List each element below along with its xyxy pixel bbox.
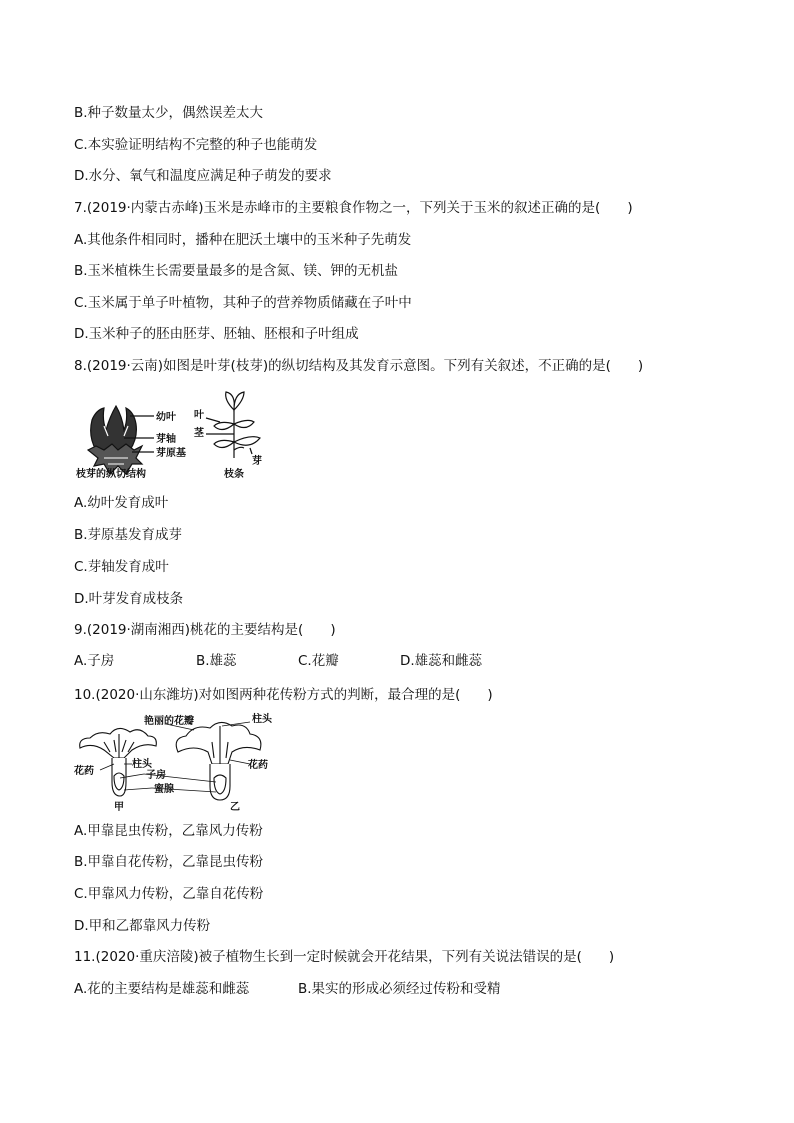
fig10-label-stigma-jia: 柱头 (132, 759, 152, 770)
q10-option-c: C.甲靠风力传粉，乙靠自花传粉 (74, 886, 264, 902)
q8-option-c: C.芽轴发育成叶 (74, 559, 169, 575)
bud-label-bud-axis: 芽轴 (156, 434, 176, 445)
q6-option-c: C.本实验证明结构不完整的种子也能萌发 (74, 137, 318, 153)
q9-option-b: B.雄蕊 (196, 653, 237, 669)
q11-option-a: A.花的主要结构是雄蕊和雌蕊 (74, 981, 250, 997)
q10-option-b: B.甲靠自花传粉，乙靠昆虫传粉 (74, 854, 264, 870)
fig10-label-showy-petal: 艳丽的花瓣 (144, 716, 194, 727)
fig10-label-stigma-yi: 柱头 (252, 714, 272, 725)
bud-section-drawing (88, 406, 154, 474)
q8-option-a: A.幼叶发育成叶 (74, 495, 169, 511)
branch-label-leaf: 叶 (194, 410, 204, 421)
q10-figure (74, 712, 314, 816)
q9-option-d: D.雄蕊和雌蕊 (400, 653, 483, 669)
bud-section-caption: 枝芽的纵切结构 (76, 469, 146, 480)
q10-option-d: D.甲和乙都靠风力传粉 (74, 918, 211, 934)
q9-option-a: A.子房 (74, 653, 115, 669)
fig10-label-nectary: 蜜腺 (154, 784, 174, 795)
q7-stem: 7.(2019·内蒙古赤峰)玉米是赤峰市的主要粮食作物之一，下列关于玉米的叙述正确的是( ) (74, 200, 633, 216)
branch-caption: 枝条 (224, 469, 244, 480)
q10-option-a: A.甲靠昆虫传粉，乙靠风力传粉 (74, 823, 263, 839)
q11-stem: 11.(2020·重庆涪陵)被子植物生长到一定时候就会开花结果，下列有关说法错误的是( ) (74, 949, 615, 965)
q8-option-b: B.芽原基发育成芽 (74, 527, 183, 543)
fig10-label-anther-yi: 花药 (248, 760, 268, 771)
fig10-caption-jia: 甲 (114, 802, 124, 813)
q8-stem: 8.(2019·云南)如图是叶芽(枝芽)的纵切结构及其发育示意图。下列有关叙述，不正确的是( ) (74, 358, 644, 374)
branch-drawing (206, 392, 260, 458)
q10-stem: 10.(2020·山东潍坊)对如图两种花传粉方式的判断，最合理的是( ) (74, 687, 493, 703)
q8-figure (74, 386, 284, 486)
fig10-label-anther-jia: 花药 (74, 766, 94, 777)
q9-stem: 9.(2019·湖南湘西)桃花的主要结构是( ) (74, 622, 336, 638)
q7-option-d: D.玉米种子的胚由胚芽、胚轴、胚根和子叶组成 (74, 326, 359, 342)
fig10-caption-yi: 乙 (230, 802, 240, 813)
q8-option-d: D.叶芽发育成枝条 (74, 591, 184, 607)
q7-option-b: B.玉米植株生长需要量最多的是含氮、镁、钾的无机盐 (74, 263, 399, 279)
fig10-label-ovary: 子房 (146, 770, 166, 781)
bud-label-bud-primordium: 芽原基 (156, 448, 186, 459)
branch-label-stem: 茎 (194, 428, 204, 439)
q9-option-c: C.花瓣 (298, 653, 339, 669)
q7-option-a: A.其他条件相同时，播种在肥沃土壤中的玉米种子先萌发 (74, 232, 412, 248)
branch-label-bud: 芽 (252, 456, 262, 467)
q6-option-b: B.种子数量太少，偶然误差太大 (74, 105, 264, 121)
q6-option-d: D.水分、氧气和温度应满足种子萌发的要求 (74, 168, 332, 184)
bud-label-young-leaf: 幼叶 (156, 412, 176, 423)
q11-option-b: B.果实的形成必须经过传粉和受精 (298, 981, 501, 997)
q7-option-c: C.玉米属于单子叶植物，其种子的营养物质储藏在子叶中 (74, 295, 412, 311)
